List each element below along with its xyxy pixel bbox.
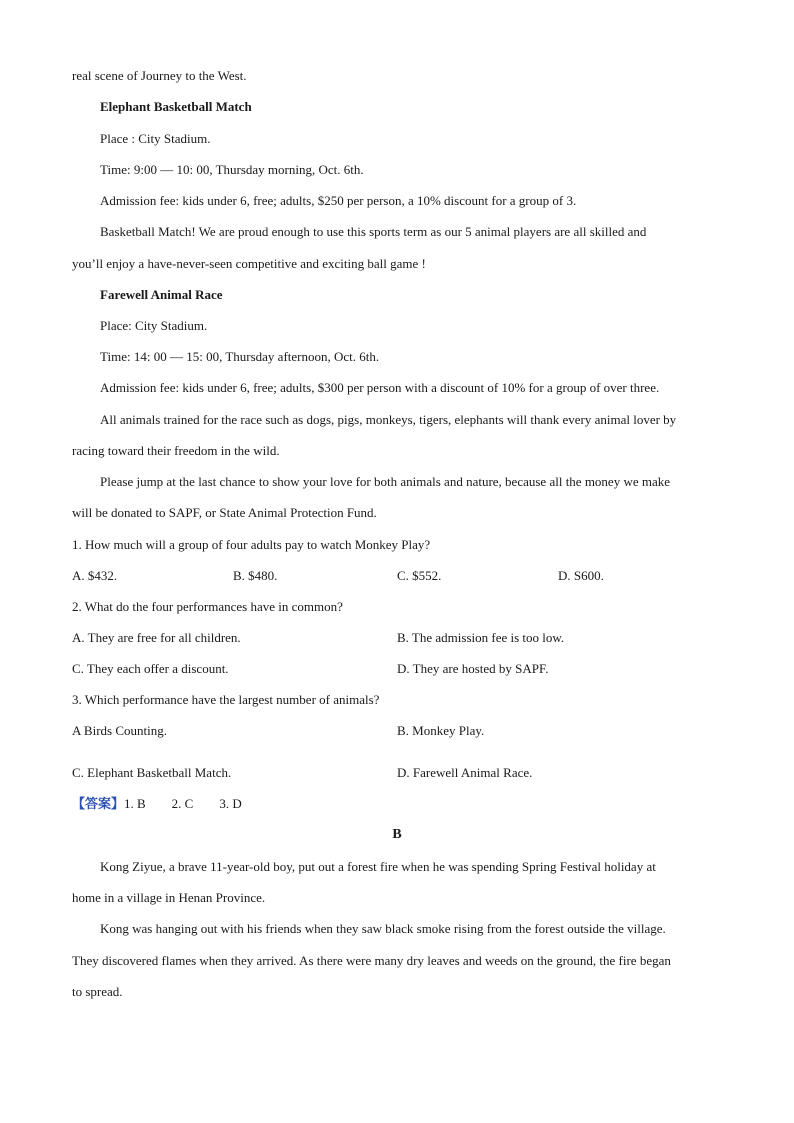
elephant-place: Place : City Stadium.: [100, 131, 211, 146]
question-2-option-b: B. The admission fee is too low.: [397, 630, 565, 645]
passage-b-p2-line-2: They discovered flames when they arrived. As there were many dry leaves and weeds on the ground, the fire began: [72, 953, 671, 968]
question-3-option-a: A Birds Counting.: [72, 723, 167, 738]
race-time: Time: 14: 00 — 15: 00, Thursday afternoon, Oct. 6th.: [100, 349, 380, 364]
intro-tail: real scene of Journey to the West.: [72, 68, 247, 83]
answer-label: 【答案】: [72, 796, 125, 811]
race-fee: Admission fee: kids under 6, free; adults, $300 per person with a discount of 10% for a group of over three.: [100, 380, 660, 395]
question-1-option-a: A. $432.: [72, 568, 118, 583]
elephant-desc-1: Basketball Match! We are proud enough to use this sports term as our 5 animal players are all skilled and: [100, 224, 647, 239]
question-2-option-a: A. They are free for all children.: [72, 630, 241, 645]
closing-2: will be donated to SAPF, or State Animal Protection Fund.: [72, 505, 377, 520]
question-2-option-d: D. They are hosted by SAPF.: [397, 661, 549, 676]
answer-key: [72, 796, 242, 812]
elephant-desc-2: you’ll enjoy a have-never-seen competitive and exciting ball game !: [72, 256, 426, 271]
question-3-option-d: D. Farewell Animal Race.: [397, 765, 533, 780]
closing-1: Please jump at the last chance to show your love for both animals and nature, because all the money we make: [100, 474, 671, 489]
passage-b-p1-line-1: Kong Ziyue, a brave 11-year-old boy, put out a forest fire when he was spending Spring Festival holiday at: [100, 859, 656, 874]
question-1-stem: 1. How much will a group of four adults pay to watch Monkey Play?: [72, 537, 431, 552]
question-3-option-b: B. Monkey Play.: [397, 723, 485, 738]
passage-b-heading: B: [392, 827, 402, 842]
passage-b-p2-line-3: to spread.: [72, 984, 123, 999]
race-heading: Farewell Animal Race: [100, 287, 223, 302]
elephant-fee: Admission fee: kids under 6, free; adults, $250 per person, a 10% discount for a group of 3.: [100, 193, 577, 208]
question-2-stem: 2. What do the four performances have in common?: [72, 599, 343, 614]
question-1-option-d: D. S600.: [558, 568, 604, 583]
passage-b-p2-line-1: Kong was hanging out with his friends when they saw black smoke rising from the forest outside the village.: [100, 921, 666, 936]
passage-b-p1-line-2: home in a village in Henan Province.: [72, 890, 266, 905]
question-1-option-c: C. $552.: [397, 568, 442, 583]
answer-items: 1. B 2. C 3. D: [124, 796, 242, 811]
question-3-option-c: C. Elephant Basketball Match.: [72, 765, 232, 780]
question-1-option-b: B. $480.: [233, 568, 278, 583]
question-3-stem: 3. Which performance have the largest number of animals?: [72, 692, 380, 707]
elephant-heading: Elephant Basketball Match: [100, 99, 252, 114]
race-place: Place: City Stadium.: [100, 318, 208, 333]
question-2-option-c: C. They each offer a discount.: [72, 661, 229, 676]
race-desc-2: racing toward their freedom in the wild.: [72, 443, 280, 458]
race-desc-1: All animals trained for the race such as dogs, pigs, monkeys, tigers, elephants will thank every animal lover by: [100, 412, 677, 427]
elephant-time: Time: 9:00 — 10: 00, Thursday morning, Oct. 6th.: [100, 162, 364, 177]
